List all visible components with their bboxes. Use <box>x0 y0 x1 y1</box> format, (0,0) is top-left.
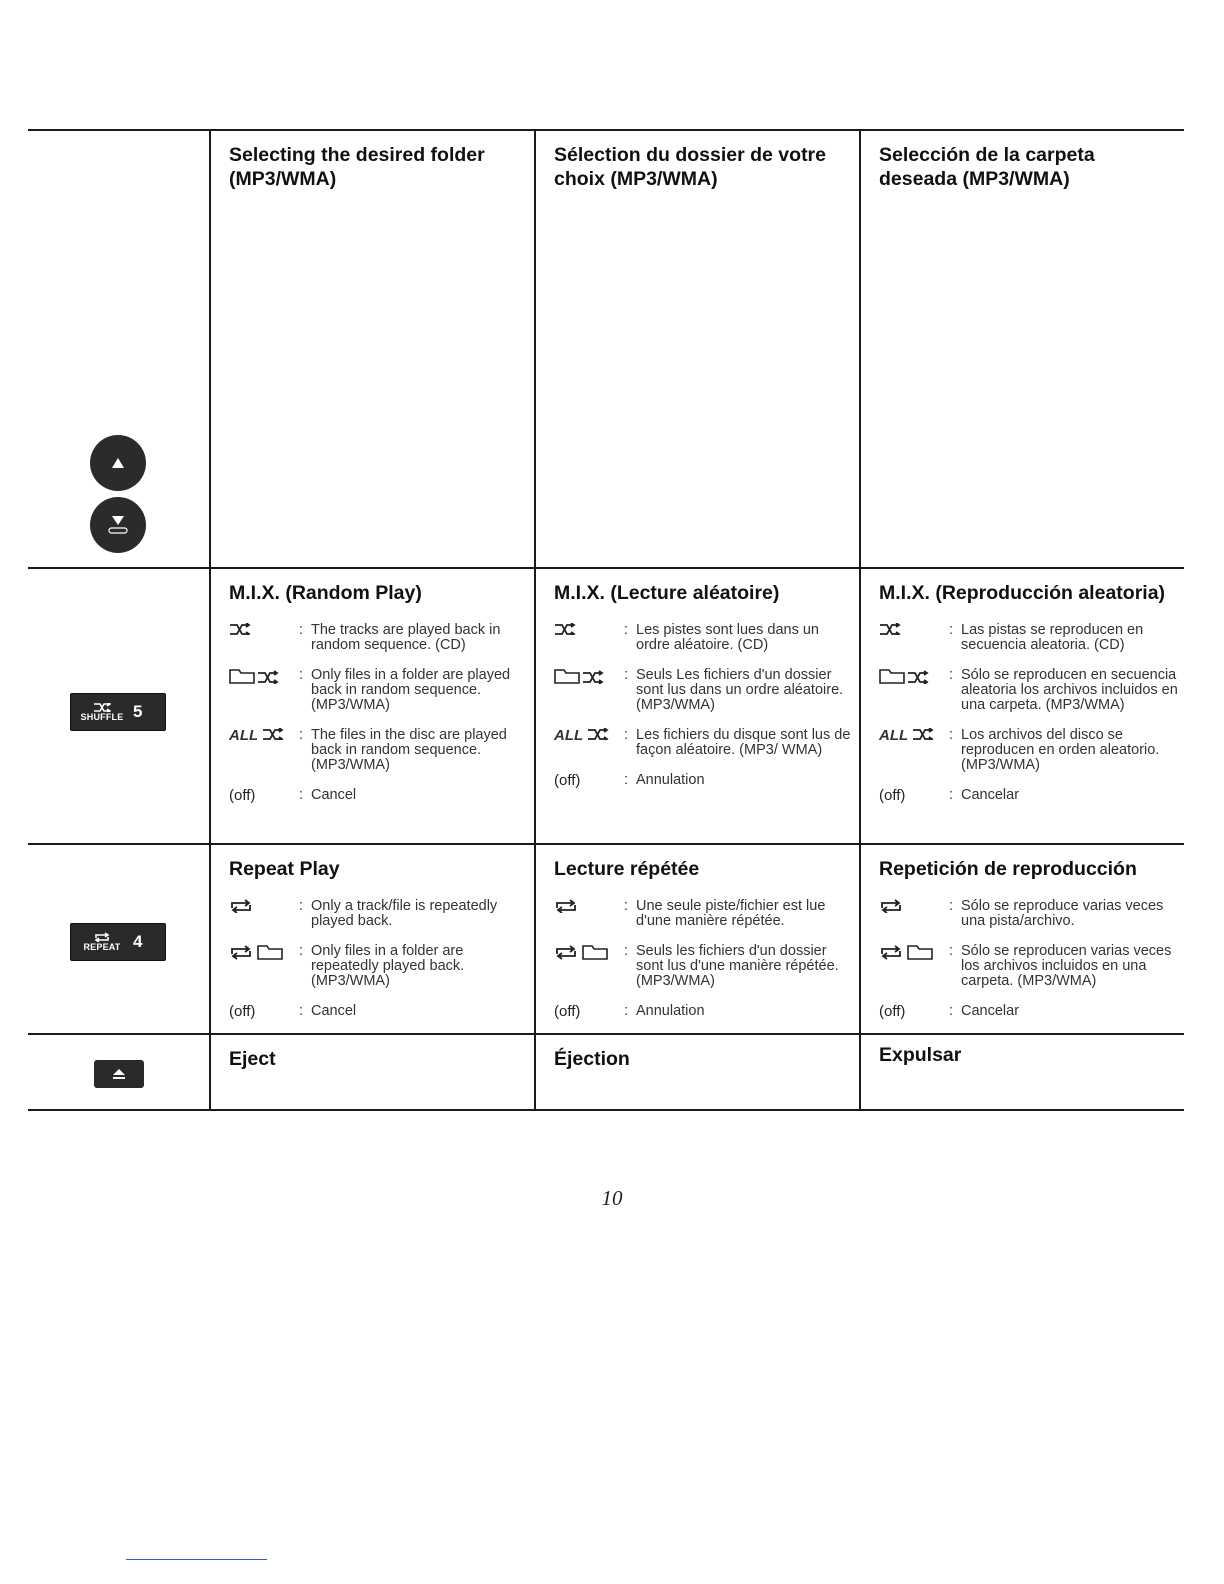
entry-desc: Seuls les fichiers d'un dossier sont lus d'une manière répétée. (MP3/WMA) <box>636 943 839 989</box>
heading-es-repeat: Repetición de reproducción <box>879 858 1137 880</box>
repeat-button[interactable] <box>70 923 166 961</box>
all-symbol-text: ALL <box>554 727 584 744</box>
entry-fr-mix-3 <box>554 728 859 758</box>
all-symbol-text: ALL <box>229 727 259 744</box>
all-symbol-text: ALL <box>879 727 909 744</box>
cell-es-mix <box>859 569 1185 843</box>
entry-desc: Une seule piste/fichier est lue d'une manière répétée. <box>636 898 826 929</box>
cell-fr-folder <box>534 131 859 567</box>
separator: : <box>624 1003 629 1019</box>
entry-desc: Only a track/file is repeatedly played back. <box>311 898 498 929</box>
separator: : <box>299 1003 304 1019</box>
entry-fr-repeat-2 <box>554 944 859 989</box>
heading-en-folder: Selecting the desired folder (MP3/WMA) <box>229 144 485 190</box>
entry-desc: Cancelar <box>961 1003 1020 1019</box>
separator: : <box>949 898 954 914</box>
entry-desc: Las pistas se reproducen en secuencia aleatoria. (CD) <box>961 622 1144 653</box>
cell-fr-repeat <box>534 845 859 1033</box>
entries-en-mix <box>229 623 534 803</box>
heading-fr-mix: M.I.X. (Lecture aléatoire) <box>554 582 780 604</box>
entry-en-repeat-off <box>229 1004 534 1019</box>
entry-es-mix-2 <box>879 668 1185 713</box>
repeat-button-label: REPEAT <box>83 942 121 952</box>
cell-es-eject <box>859 1035 1185 1109</box>
separator: : <box>299 898 304 914</box>
mix-row <box>28 567 1184 843</box>
separator: : <box>624 772 629 788</box>
off-label: (off) <box>229 787 256 804</box>
up-arrow-icon <box>111 457 125 469</box>
eject-button[interactable] <box>94 1060 144 1088</box>
heading-es-mix: M.I.X. (Reproducción aleatoria) <box>879 582 1166 604</box>
entry-en-repeat-1 <box>229 899 534 929</box>
separator: : <box>949 1003 954 1019</box>
entry-desc: Sólo se reproducen en secuencia aleatoria los archivos incluidos en una carpeta. (MP3/WMA) <box>961 667 1178 713</box>
entry-desc: Los archivos del disco se reproducen en orden aleatorio. (MP3/WMA) <box>961 727 1160 773</box>
shuffle-button-cell <box>28 569 209 843</box>
separator: : <box>624 622 629 638</box>
entry-es-mix-1 <box>879 623 1185 653</box>
heading-en-mix: M.I.X. (Random Play) <box>229 582 422 604</box>
entry-es-repeat-1 <box>879 899 1185 929</box>
entry-en-mix-1 <box>229 623 534 653</box>
separator: : <box>299 727 304 743</box>
shuffle-icon <box>229 623 251 635</box>
separator: : <box>624 667 629 683</box>
eject-row <box>28 1033 1184 1111</box>
all-shuffle-icon <box>879 728 949 773</box>
entry-en-mix-2 <box>229 668 534 713</box>
off-label: (off) <box>879 787 906 804</box>
shuffle-button[interactable] <box>70 693 166 731</box>
entry-desc: Seuls Les fichiers d'un dossier sont lus dans un ordre aléatoire. (MP3/WMA) <box>636 667 844 713</box>
entry-es-repeat-off <box>879 1004 1185 1019</box>
shuffle-icon <box>879 623 901 635</box>
entry-en-repeat-2 <box>229 944 534 989</box>
entry-fr-mix-1 <box>554 623 859 653</box>
repeat-row <box>28 843 1184 1033</box>
footer-line <box>126 1559 267 1560</box>
off-label: (off) <box>554 1003 581 1020</box>
repeat-icon <box>879 899 903 913</box>
repeat-icon <box>93 932 111 942</box>
separator: : <box>624 727 629 743</box>
entry-desc: Only files in a folder are repeatedly played back. (MP3/WMA) <box>311 943 465 989</box>
separator: : <box>299 622 304 638</box>
entry-desc: Annulation <box>636 772 705 788</box>
cell-en-repeat <box>209 845 534 1033</box>
all-shuffle-icon <box>554 728 624 758</box>
folder-shuffle-icon <box>879 668 931 684</box>
folder-up-button[interactable] <box>90 435 146 491</box>
heading-fr-eject: Éjection <box>554 1048 630 1070</box>
entry-desc: Les pistes sont lues dans un ordre aléatoire. (CD) <box>636 622 819 653</box>
entry-desc: The files in the disc are played back in random sequence. (MP3/WMA) <box>311 727 507 773</box>
entry-en-mix-off <box>229 788 534 803</box>
entry-desc: Cancel <box>311 787 357 803</box>
entries-en-repeat <box>229 899 534 1019</box>
folder-buttons-cell <box>28 131 209 567</box>
off-label: (off) <box>554 772 581 789</box>
separator: : <box>299 943 304 959</box>
separator: : <box>299 787 304 803</box>
entries-es-repeat <box>879 899 1185 1019</box>
separator: : <box>624 943 629 959</box>
repeat-button-number: 4 <box>133 932 143 951</box>
repeat-folder-icon <box>229 944 283 960</box>
heading-en-eject: Eject <box>229 1048 276 1070</box>
eject-button-cell <box>28 1035 209 1109</box>
cell-es-repeat <box>859 845 1185 1033</box>
cell-en-eject <box>209 1035 534 1109</box>
entries-fr-mix <box>554 623 859 788</box>
folder-down-button[interactable] <box>90 497 146 553</box>
cell-fr-mix <box>534 569 859 843</box>
shuffle-icon <box>93 703 111 712</box>
entry-fr-repeat-off <box>554 1004 859 1019</box>
folder-select-row <box>28 129 1184 567</box>
entry-es-mix-3 <box>879 728 1185 773</box>
entry-fr-mix-2 <box>554 668 859 713</box>
separator: : <box>949 727 954 743</box>
entry-desc: Cancel <box>311 1003 357 1019</box>
cell-en-folder <box>209 131 534 567</box>
heading-es-eject: Expulsar <box>879 1044 962 1066</box>
heading-es-folder: Selección de la carpeta deseada (MP3/WMA) <box>879 144 1095 190</box>
entry-en-mix-3 <box>229 728 534 773</box>
entry-desc: Sólo se reproduce varias veces una pista/archivo. <box>961 898 1164 929</box>
cell-en-mix <box>209 569 534 843</box>
all-shuffle-icon <box>229 728 299 773</box>
separator: : <box>624 898 629 914</box>
folder-shuffle-icon <box>229 668 281 684</box>
entry-desc: Cancelar <box>961 787 1020 803</box>
entry-desc: Annulation <box>636 1003 705 1019</box>
shuffle-button-label: SHUFFLE <box>80 711 124 722</box>
repeat-icon <box>554 899 578 913</box>
entry-desc: Only files in a folder are played back in random sequence. (MP3/WMA) <box>311 667 511 713</box>
eject-icon <box>112 1069 126 1079</box>
entry-es-mix-off <box>879 788 1185 803</box>
cell-es-folder <box>859 131 1185 567</box>
entry-desc: Sólo se reproducen varias veces los archivos incluidos en una carpeta. (MP3/WMA) <box>961 943 1172 989</box>
cell-fr-eject <box>534 1035 859 1109</box>
down-arrow-icon <box>103 510 133 540</box>
entry-desc: The tracks are played back in random sequence. (CD) <box>311 622 501 653</box>
folder-shuffle-icon <box>554 668 606 684</box>
separator: : <box>949 667 954 683</box>
repeat-folder-icon <box>879 944 933 960</box>
entries-es-mix <box>879 623 1185 803</box>
separator: : <box>949 787 954 803</box>
repeat-folder-icon <box>554 944 608 960</box>
entry-fr-repeat-1 <box>554 899 859 929</box>
off-label: (off) <box>879 1003 906 1020</box>
manual-table <box>28 129 1184 1111</box>
entry-fr-mix-off <box>554 773 859 788</box>
heading-fr-folder: Sélection du dossier de votre choix (MP3/WMA) <box>554 144 826 190</box>
entry-desc: Les fichiers du disque sont lus de façon aléatoire. (MP3/ WMA) <box>636 727 851 758</box>
repeat-button-cell <box>28 845 209 1033</box>
repeat-icon <box>229 899 253 913</box>
heading-en-repeat: Repeat Play <box>229 858 340 880</box>
separator: : <box>299 667 304 683</box>
shuffle-button-number: 5 <box>133 702 143 721</box>
separator: : <box>949 943 954 959</box>
off-label: (off) <box>229 1003 256 1020</box>
entries-fr-repeat <box>554 899 859 1019</box>
separator: : <box>949 622 954 638</box>
page-number: 10 <box>601 1186 623 1210</box>
heading-fr-repeat: Lecture répétée <box>554 858 700 880</box>
shuffle-icon <box>554 623 576 635</box>
entry-es-repeat-2 <box>879 944 1185 989</box>
